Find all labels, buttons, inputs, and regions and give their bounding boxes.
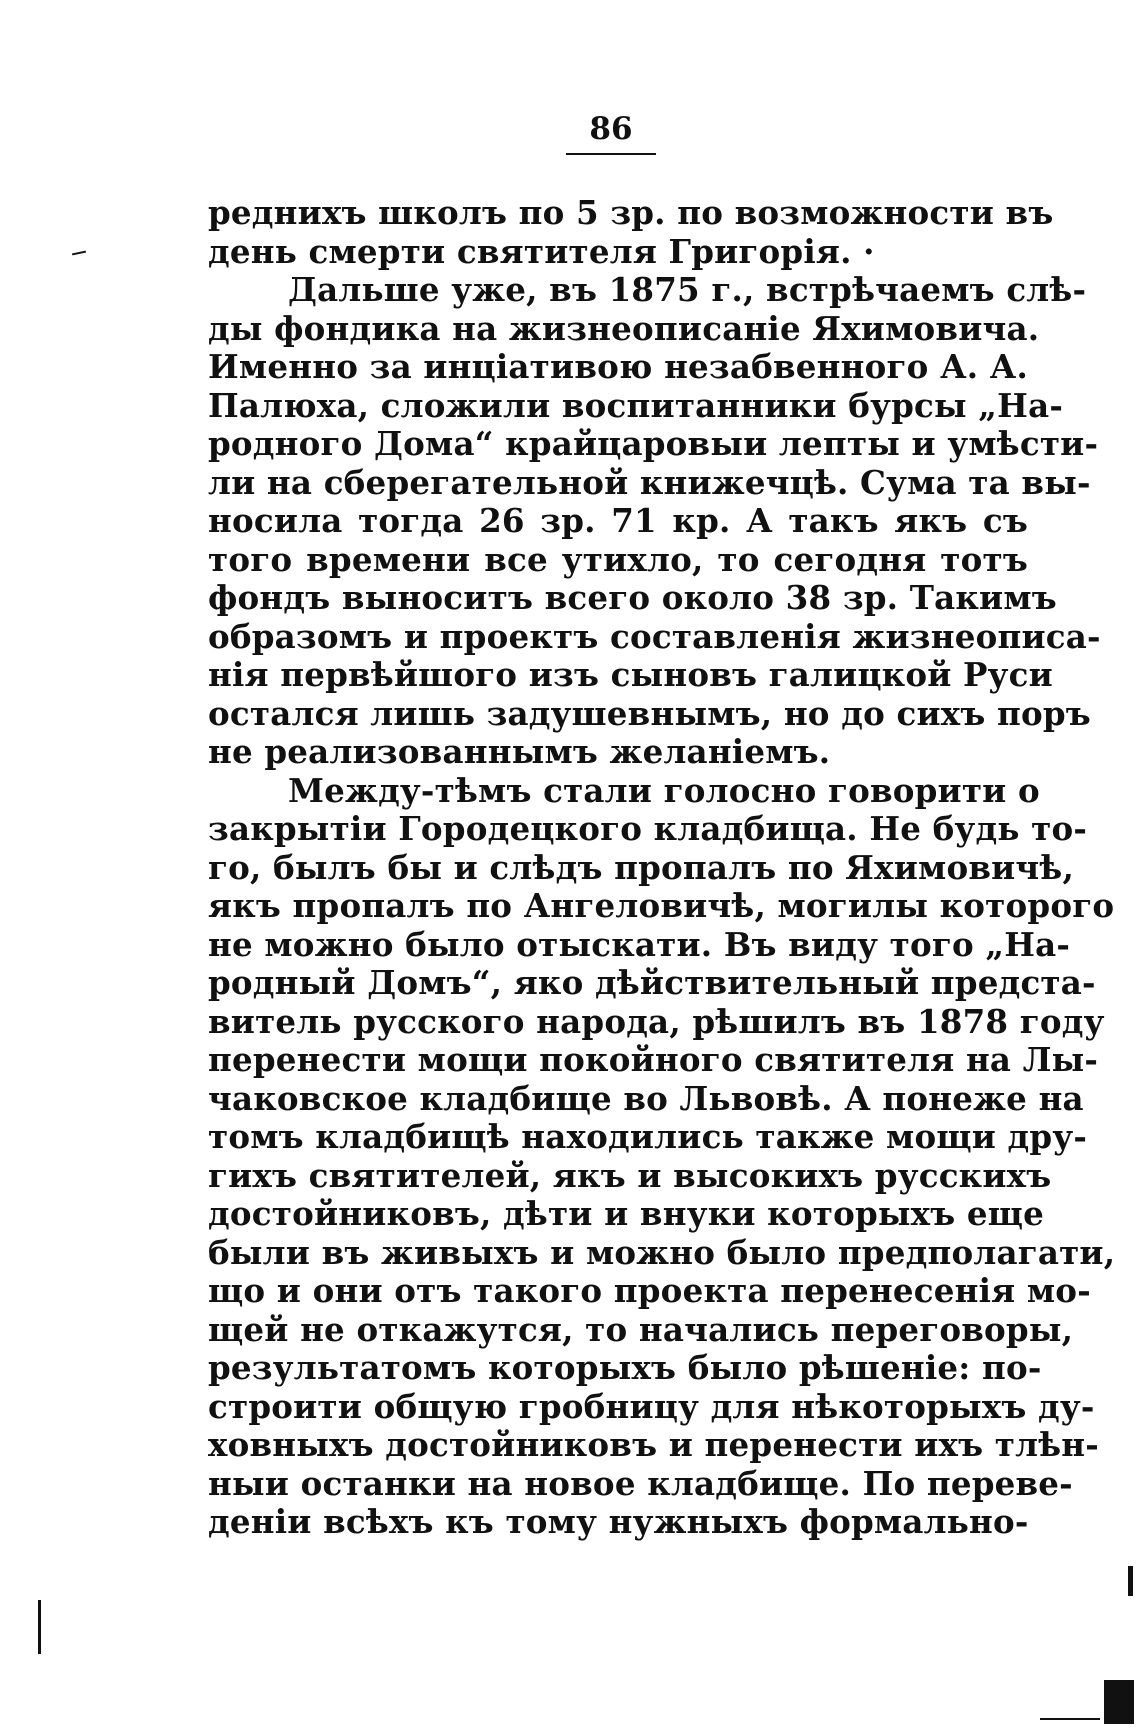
text-line: остался лишь задушевнымъ, но до сихъ поръ — [208, 693, 1091, 733]
scan-speck — [1040, 1718, 1100, 1720]
text-line: реднихъ школъ по 5 зр. по возможности въ — [208, 193, 1054, 232]
text-line: не реализованнымъ желаніемъ. — [208, 732, 831, 771]
text-line: результатомъ которыхъ было рѣшеніе: по- — [208, 1348, 1042, 1387]
text-line: що и они отъ такого проекта перенесенія мо- — [208, 1271, 1091, 1310]
text-line: фондъ выноситъ всего около 38 зр. Такимъ — [208, 578, 1057, 617]
text-line: ли на сберегательной книжечцѣ. Сума та вы- — [208, 462, 1091, 502]
text-line: родного Дома“ крайцаровыи лепты и умѣсти- — [208, 424, 1099, 463]
paragraph-start-line: Между-тѣмъ стали голосно говорити о — [288, 770, 1040, 810]
page-number: 86 — [589, 111, 633, 147]
body-text — [208, 193, 1116, 1542]
text-line: были въ живыхъ и можно было предполагати, — [208, 1232, 1116, 1272]
text-line: витель русского народа, рѣшилъ въ 1878 году — [208, 1001, 1105, 1041]
text-line: достойниковъ, дѣти и внуки которыхъ еще — [208, 1194, 1044, 1233]
text-line: закрытіи Городецкого кладбища. Не будь то- — [208, 809, 1088, 848]
text-line: родный Домъ“, яко дѣйствительный предста- — [208, 963, 1096, 1002]
text-line: ховныхъ достойниковъ и перенести ихъ тлѣн- — [208, 1425, 1099, 1464]
text-line: не можно было отыскати. Въ виду того „На- — [208, 924, 1071, 964]
text-line: гихъ святителей, якъ и высокихъ русскихъ — [208, 1155, 1052, 1195]
text-line: Именно за инціативою незабвенного А. А. — [208, 347, 1028, 386]
scan-speck — [38, 1600, 41, 1654]
text-line: го, былъ бы и слѣдъ пропалъ по Яхимовичѣ, — [208, 847, 1074, 887]
text-line: щей не откажутся, то начались переговоры, — [208, 1309, 1074, 1349]
text-line: того времени все утихло, то сегодня тотъ — [208, 539, 1028, 579]
text-line: деніи всѣхъ къ тому нужныхъ формально- — [208, 1502, 1029, 1541]
text-line: Палюха, сложили воспитанники бурсы „На- — [208, 385, 1064, 425]
text-line: ныи останки на новое кладбище. По переве- — [208, 1463, 1073, 1503]
text-line: якъ пропалъ по Ангеловичѣ, могилы которого — [208, 886, 1115, 925]
text-line: чаковское кладбище во Львовѣ. А понеже на — [208, 1078, 1084, 1118]
page-number-underline — [566, 153, 656, 155]
scan-speck — [1128, 1566, 1133, 1596]
paragraph-start-line: Дальше уже, въ 1875 г., встрѣчаемъ слѣ- — [288, 270, 1087, 309]
text-line: день смерти святителя Григорія. · — [208, 231, 875, 271]
text-line: строити общую гробницу для нѣкоторыхъ ду- — [208, 1386, 1095, 1426]
scan-speck — [72, 251, 86, 256]
text-line: нія первѣйшого изъ сыновъ галицкой Руси — [208, 655, 1053, 694]
text-line: носила тогда 26 зр. 71 кр. А такъ якъ съ — [208, 501, 1028, 540]
text-line: образомъ и проектъ составленія жизнеописа- — [208, 616, 1101, 656]
text-line: перенести мощи покойного святителя на Лы- — [208, 1040, 1099, 1079]
text-line: ды фондика на жизнеописаніе Яхимовича. — [208, 308, 1040, 348]
text-line: томъ кладбищѣ находились также мощи дру- — [208, 1117, 1088, 1156]
scan-speck — [1104, 1680, 1134, 1724]
